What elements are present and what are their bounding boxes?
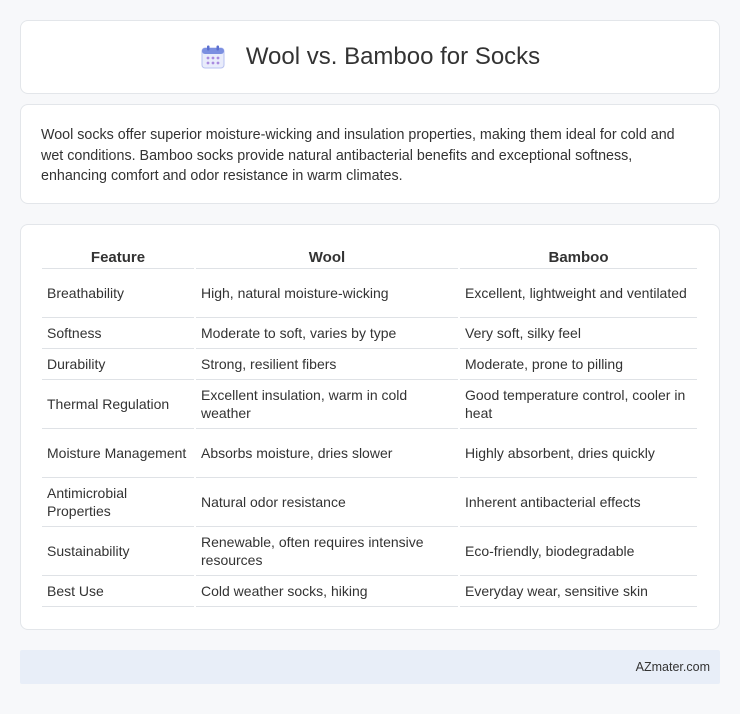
feature-cell: Antimicrobial Properties [42, 478, 194, 527]
table-row [42, 576, 697, 607]
footer-bar [20, 650, 720, 684]
table-row [42, 429, 697, 478]
table-row [42, 349, 697, 380]
feature-cell: Thermal Regulation [42, 380, 194, 429]
wool-cell: Natural odor resistance [196, 478, 458, 527]
feature-cell: Sustainability [42, 527, 194, 576]
table-row [42, 380, 697, 429]
wool-cell: Moderate to soft, varies by type [196, 318, 458, 349]
feature-cell: Softness [42, 318, 194, 349]
table-row [42, 318, 697, 349]
feature-cell: Moisture Management [42, 429, 194, 478]
comparison-table-card [20, 224, 720, 630]
feature-cell: Durability [42, 349, 194, 380]
intro-card [20, 104, 720, 204]
wool-cell: Strong, resilient fibers [196, 349, 458, 380]
column-header-wool: Wool [196, 247, 458, 269]
wool-cell: Renewable, often requires intensive resources [196, 527, 458, 576]
calendar-icon [200, 44, 226, 70]
bamboo-cell: Highly absorbent, dries quickly [460, 429, 697, 478]
column-header-feature: Feature [42, 247, 194, 269]
bamboo-cell: Inherent antibacterial effects [460, 478, 697, 527]
table-row [42, 527, 697, 576]
bamboo-cell: Everyday wear, sensitive skin [460, 576, 697, 607]
feature-cell: Best Use [42, 576, 194, 607]
bamboo-cell: Moderate, prone to pilling [460, 349, 697, 380]
table-row [42, 478, 697, 527]
feature-cell: Breathability [42, 269, 194, 318]
footer-site-name: AZmater.com [635, 660, 710, 674]
wool-cell: Cold weather socks, hiking [196, 576, 458, 607]
table-row [42, 269, 697, 318]
bamboo-cell: Very soft, silky feel [460, 318, 697, 349]
header-card [20, 20, 720, 94]
table-header-row [42, 247, 697, 269]
wool-cell: Absorbs moisture, dries slower [196, 429, 458, 478]
page-title: Wool vs. Bamboo for Socks [245, 43, 541, 70]
column-header-bamboo: Bamboo [460, 247, 697, 269]
wool-cell: Excellent insulation, warm in cold weather [196, 380, 458, 429]
wool-cell: High, natural moisture-wicking [196, 269, 458, 318]
bamboo-cell: Excellent, lightweight and ventilated [460, 269, 697, 318]
comparison-table [40, 247, 699, 607]
intro-paragraph: Wool socks offer superior moisture-wicking and insulation properties, making them ideal for cold and wet conditions. Bamboo socks provide natural antibacterial benefits and exceptional softness, enhancing comfort and odor resistance in warm climates. [41, 127, 675, 184]
bamboo-cell: Good temperature control, cooler in heat [460, 380, 697, 429]
bamboo-cell: Eco-friendly, biodegradable [460, 527, 697, 576]
